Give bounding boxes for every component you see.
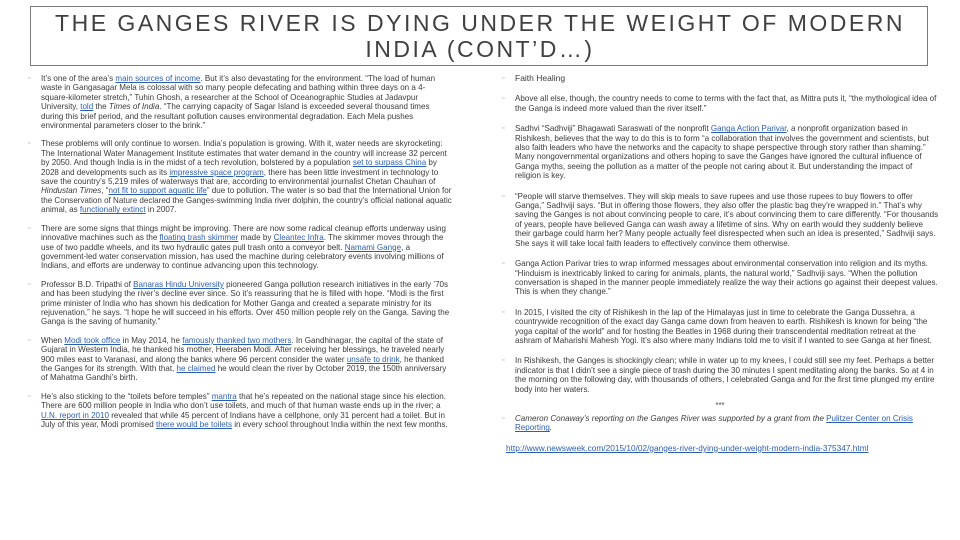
- paragraph-text: . “The carrying capacity of Sagar Island is exceeded several thousand times during this brief period, and the resultant pollution causes environmental degradation. Each Mela pushes environmental parameters closer to the brink.”: [41, 102, 430, 131]
- paragraph-text: It’s one of the area’s: [41, 74, 116, 83]
- bullet-marker-icon: ▫: [28, 280, 31, 288]
- section-divider-stars: ***: [715, 400, 725, 410]
- paragraph-text: , he thanked the Ganges for its strength. With that,: [41, 354, 444, 373]
- inline-link[interactable]: there would be toilets: [155, 420, 232, 429]
- paragraph-text: in May 2014, he: [120, 335, 183, 345]
- paragraph-text: revealed that while 45 percent of Indians have a cellphone, only 31 percent had a toilet. But in July of this year, Modi promised: [41, 410, 445, 429]
- inline-link[interactable]: famously thanked two mothers: [182, 335, 292, 345]
- paragraph-text: Above all else, though, the country needs to come to terms with the fact that, as Mittra puts it, “the mythological idea of the Ganga is indeed more valued than the river itself.”: [515, 94, 937, 113]
- bullet-paragraph: [26, 392, 452, 430]
- bullet-paragraph: [26, 224, 452, 271]
- inline-link[interactable]: Pulitzer Center on Crisis Reporting: [515, 413, 913, 433]
- bullet-paragraph: [500, 308, 940, 346]
- inline-link[interactable]: mantra: [211, 391, 237, 401]
- bullet-marker-icon: ▫: [502, 308, 505, 316]
- paragraph-text: the: [93, 102, 109, 112]
- paragraph-text: made by: [238, 233, 274, 243]
- slide-title: THE GANGES RIVER IS DYING UNDER THE WEIGHT OF MODERN INDIA (CONT’D…): [55, 10, 905, 62]
- inline-link[interactable]: told: [80, 102, 94, 112]
- inline-link[interactable]: U.N. report in 2010: [41, 410, 109, 420]
- bullet-paragraph: [26, 336, 452, 383]
- paragraph-text: . But it’s also devastating for the environment. “The load of human waste in Gangasagar Mela is colossal with so many people defecating and bathing within three days on a 4-square-kilometer stretch,” Tuhin Ghosh, a researcher at the School of Oceanographic Studies at Jadavpur University,: [41, 74, 436, 112]
- inline-link[interactable]: functionally extinct: [79, 205, 146, 215]
- paragraph-text: When: [41, 335, 65, 345]
- bullet-paragraph: [500, 356, 940, 394]
- bullet-marker-icon: ▫: [502, 414, 505, 422]
- paragraph-text: Professor B.D. Tripathi of: [41, 279, 134, 289]
- paragraph-text: In 2015, I visited the city of Rishikesh in the lap of the Himalayas just in time to celebrate the Ganga Dussehra, a countrywide recognition of the exact day Ganga came down from heaven to earth. Rishikesh is known for being “the yoga capital of the world” and for hosting the Beatles in 1968 during their transcendental meditation retreat at the ashram of Maharishi Mahesh Yogi. It’s also where many Indians told me to visit if I wanted to see Ganga at her finest.: [515, 307, 932, 345]
- paragraph-text: Sadhvi “Sadhviji” Bhagawati Saraswati of the nonprofit: [515, 124, 711, 134]
- inline-link[interactable]: unsafe to drink: [346, 354, 400, 364]
- inline-link[interactable]: Namami Gange: [344, 242, 402, 252]
- paragraph-text: by 2028 and developments such as its: [41, 158, 437, 177]
- bullet-paragraph: [500, 192, 940, 248]
- bullet-marker-icon: ▫: [502, 192, 505, 200]
- paragraph-text: in 2007.: [145, 205, 177, 215]
- inline-link[interactable]: not fit to support aquatic life: [108, 186, 207, 196]
- bullet-marker-icon: ▫: [502, 95, 505, 103]
- paragraph-text: , “: [101, 186, 109, 196]
- right-column: [500, 74, 940, 453]
- inline-link[interactable]: set to surpass China: [352, 158, 427, 168]
- bullet-paragraph: [500, 94, 940, 113]
- paragraph-text: , a nonprofit organization based in Rishikesh, believes that the way to do this is to form “a collaboration that involves the government and scientists, but also faith leaders who have the networks and the capacity to shape perspective through story rather than shaming.” Many nongovernmental organizations and others hoping to save the Ganges have ignored the cultural influence of Ganga myths, seeing the pollution as a matter of the people not caring about it. But understanding the impact of religion is key.: [515, 124, 929, 181]
- italic-text: Hindustan Times: [41, 186, 102, 196]
- bullet-marker-icon: ▫: [28, 392, 31, 400]
- italic-text: Cameron Conaway’s reporting on the Ganges River was supported by a grant from the: [515, 413, 827, 423]
- inline-link[interactable]: Modi took office: [64, 335, 121, 345]
- bullet-marker-icon: ▫: [502, 125, 505, 133]
- bullet-marker-icon: ▫: [502, 75, 505, 82]
- italic-text: .: [549, 423, 553, 433]
- bullet-paragraph: [500, 259, 940, 297]
- bullet-marker-icon: ▫: [28, 336, 31, 344]
- paragraph-text: He’s also sticking to the “toilets before temples”: [41, 391, 212, 401]
- inline-link[interactable]: impressive space program: [169, 167, 264, 177]
- paragraph-text: “People will starve themselves. They will skip meals to save rupees and use those rupees to buy flowers to offer Ganga,” Sadhviji says. “But in offering those flowers, they also offer the plastic bag they’re wrapped in.” That’s why saving the Ganges is not about convincing people to care, it’s about convincing them to care differently. “For thousands of years, people have believed Ganga can wash away a lifetime of sins. Why on earth would they suddenly believe their garbage could harm her? Many people actually feel disrespected when such an idea is presented,” Sadhviji says. She says it will take local faith leaders to effectively convince them otherwise.: [515, 191, 939, 248]
- inline-link[interactable]: Cleantec Infra: [273, 233, 324, 243]
- inline-link[interactable]: Ganga Action Parivar: [710, 124, 787, 134]
- bullet-marker-icon: ▫: [502, 260, 505, 268]
- paragraph-text: ” due to pollution. The water is so bad that the International Union for the Conservation of Nature declared the Ganges-swimming India river dolphin, the country’s official national aquatic animal, as: [41, 186, 452, 215]
- paragraph-text: in every school throughout India within the next few months.: [232, 420, 448, 429]
- paragraph-text: pioneered Ganga pollution research initiatives in the early ’70s and has been studying the river’s decline ever since. So it’s reassuring that he is filled with hope. “Modi is the first prime minister of India who has shown his dedication for Mother Ganga and created a separate ministry for its rejuvenation,” he says. “I hope he will succeed in his efforts. Over 450 million people rely on the Ganga. Saving the Ganga is the saving of humanity.”: [41, 279, 450, 327]
- bullet-paragraph: [500, 124, 940, 180]
- section-heading-item: [500, 74, 940, 83]
- paragraph-text: . The skimmer moves through the use of two paddle wheels, and its two hydraulic gates pull trash onto a conveyor belt.: [41, 233, 444, 252]
- paragraph-text: he would clean the river by October 2019, the 150th anniversary of Mahatma Gandhi’s birth.: [41, 363, 447, 383]
- bullet-marker-icon: ▫: [28, 224, 31, 232]
- bullet-paragraph: [500, 414, 940, 433]
- bullet-paragraph: [26, 139, 452, 214]
- paragraph-text: Faith Healing: [515, 73, 566, 83]
- italic-text: Times of India: [108, 102, 160, 112]
- bullet-marker-icon: ▫: [28, 140, 31, 148]
- inline-link[interactable]: main sources of income: [115, 74, 201, 83]
- inline-link[interactable]: he claimed: [176, 363, 216, 373]
- paragraph-text: that he’s repeated on the national stage since his election. There are 600 million people in India who don’t use toilets, and much of that human waste ends up in the river; a: [41, 391, 446, 411]
- paragraph-text: There are some signs that things might be improving. There are now some radical cleanup efforts underway using innovative machines such as the: [41, 223, 446, 243]
- bullet-marker-icon: ▫: [502, 357, 505, 365]
- paragraph-text: Ganga Action Parivar tries to wrap informed messages about environmental conservation into religion and its myths. “Hinduism is inextricably linked to caring for animals, plants, the natural world,” Sadhviji says. “When the pollution conversation is shaped in the manner people immediately realize the way their actions go against their deepest values. This is when they change.”: [515, 259, 938, 297]
- source-article-link[interactable]: http://www.newsweek.com/2015/10/02/ganges-river-dying-under-weight-modern-india-375347.html: [506, 442, 869, 453]
- left-column: [26, 74, 452, 438]
- inline-link[interactable]: floating trash skimmer: [159, 233, 239, 243]
- bullet-paragraph: [26, 280, 452, 327]
- bullet-marker-icon: ▫: [28, 75, 31, 82]
- paragraph-text: In Rishikesh, the Ganges is shockingly clean; while in water up to my knees, I could still see my feet. Perhaps a better indicator is that I didn’t see a single piece of trash during the 30 minutes I spent meditating along the banks. So at 4 in the morning on the following day, with thousands of others, I celebrated Ganga and for the first time plunged my entire body into her waters.: [515, 356, 935, 394]
- paragraph-text: , there has been little investment in technology to save the country’s 5,219 miles of waterways that are, according to environmental journalist Chetan Chauhan of: [41, 167, 439, 187]
- inline-link[interactable]: Banaras Hindu University: [133, 279, 224, 289]
- paragraph-text: These problems will only continue to worsen. India’s population is growing. With it, water needs are skyrocketing: The International Water Management Institute estimates that water demand in the country will increase 32 percent by 2050. And though India is in the midst of a tech revolution, bolstered by a population: [41, 139, 447, 168]
- bullet-paragraph: [26, 74, 452, 130]
- paragraph-text: . In Gandhinagar, the capital of the state of Gujarat in Western India, he thanked his mother, Heeraben Modi. After receiving her blessings, he traveled nearly 900 miles east to Varanasi, and along the banks where 96 percent consider the water: [41, 335, 445, 364]
- paragraph-text: , a government-led water conservation mission, has used the machine during celebratory events involving millions of Indians, and efforts are underway to continue advancing upon this technology.: [41, 242, 444, 271]
